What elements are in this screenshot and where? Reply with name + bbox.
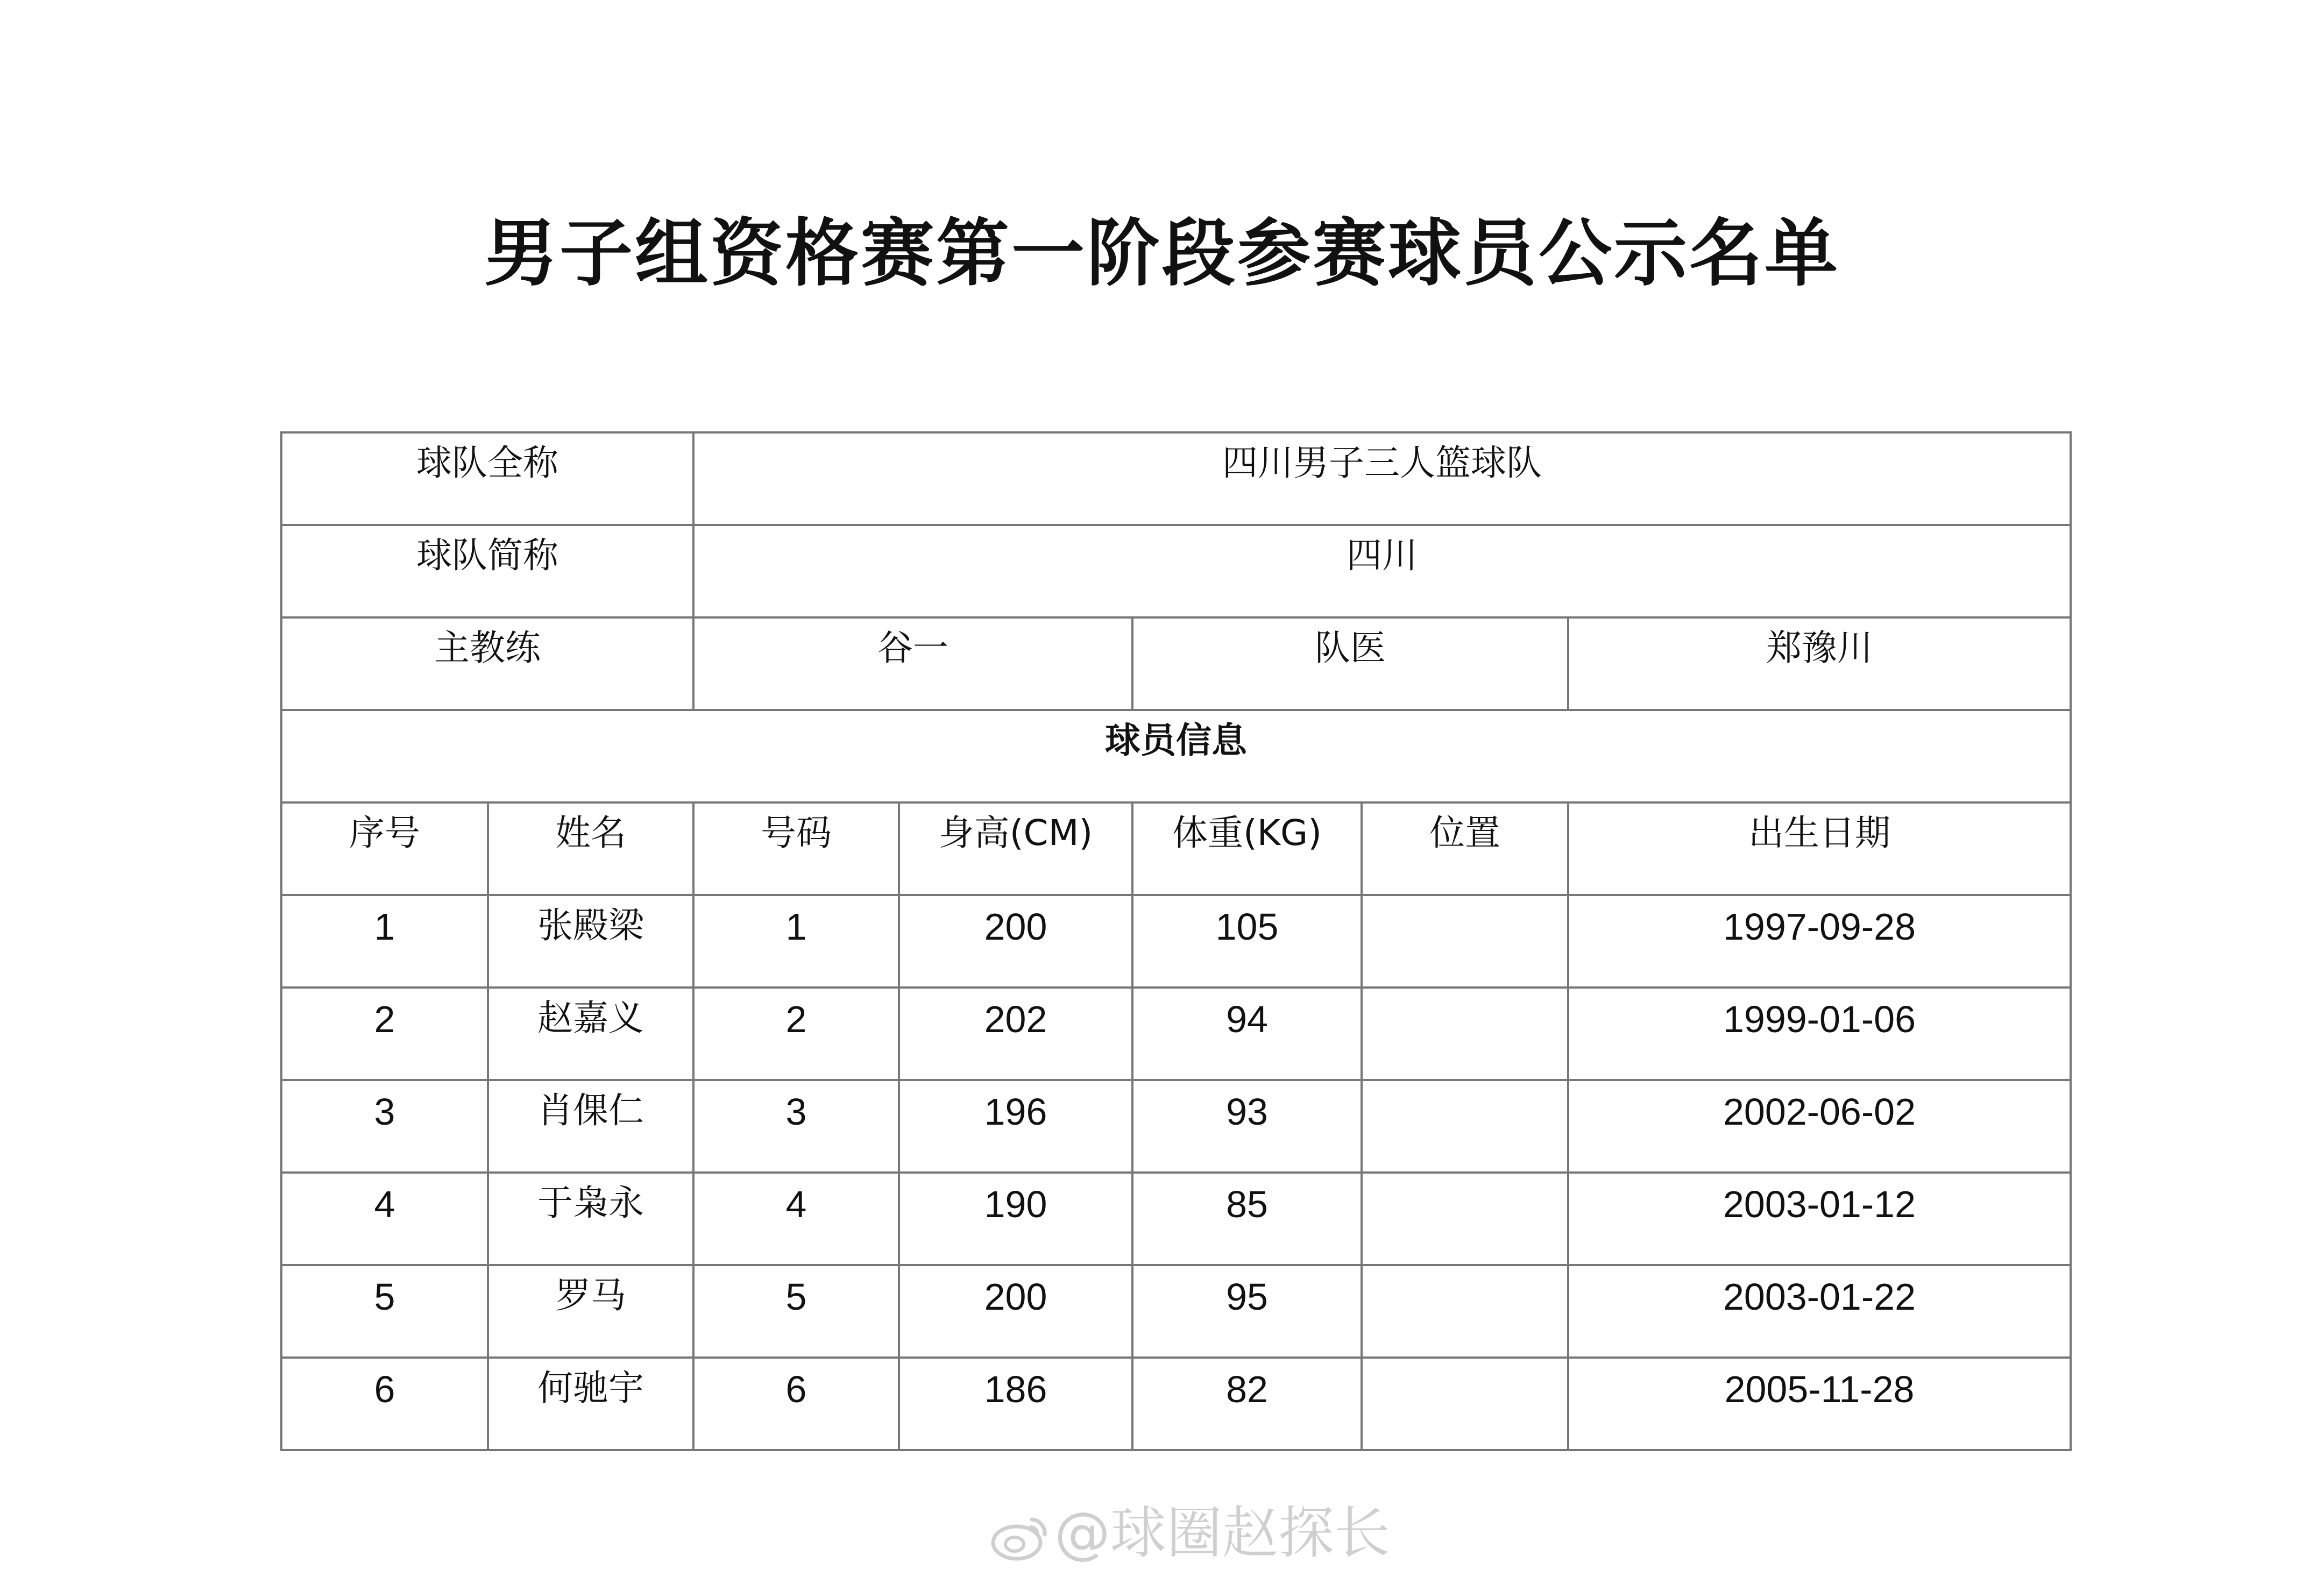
team-full-name-label: 球队全称 (281, 432, 693, 525)
head-coach-value: 谷一 (693, 617, 1132, 710)
player-cell: 赵嘉义 (488, 988, 693, 1080)
player-cell: 罗马 (488, 1265, 693, 1358)
team-short-name-value: 四川 (693, 525, 2071, 617)
player-cell: 186 (899, 1358, 1132, 1450)
player-cell: 2005-11-28 (1568, 1358, 2071, 1450)
player-cell: 82 (1132, 1358, 1362, 1450)
player-cell (1362, 1173, 1568, 1265)
player-cell: 1999-01-06 (1568, 988, 2071, 1080)
player-cell (1362, 1265, 1568, 1358)
player-cell: 3 (693, 1080, 899, 1173)
column-header: 体重(KG) (1132, 802, 1362, 895)
team-short-name-label: 球队简称 (281, 525, 693, 617)
player-row (281, 1080, 2071, 1173)
roster-table (280, 431, 2072, 1451)
player-cell (1362, 1358, 1568, 1450)
column-header: 出生日期 (1568, 802, 2071, 895)
player-row (281, 1358, 2071, 1450)
players-section-title: 球员信息 (281, 710, 2071, 802)
player-cell: 4 (693, 1173, 899, 1265)
watermark (990, 1501, 1390, 1565)
player-cell: 2003-01-12 (1568, 1173, 2071, 1265)
player-cell: 190 (899, 1173, 1132, 1265)
column-header: 位置 (1362, 802, 1568, 895)
player-cell: 2003-01-22 (1568, 1265, 2071, 1358)
team-short-name-row (281, 525, 2071, 617)
player-row (281, 988, 2071, 1080)
player-cell: 85 (1132, 1173, 1362, 1265)
player-cell: 1 (693, 895, 899, 988)
column-header: 序号 (281, 802, 488, 895)
player-cell: 6 (281, 1358, 488, 1450)
weibo-icon (990, 1513, 1049, 1561)
page-title: 男子组资格赛第一阶段参赛球员公示名单 (484, 211, 1840, 296)
player-cell: 93 (1132, 1080, 1362, 1173)
player-cell: 105 (1132, 895, 1362, 988)
team-doctor-label: 队医 (1132, 617, 1568, 710)
watermark-text: @球圈赵探长 (1054, 1500, 1391, 1566)
player-cell: 6 (693, 1358, 899, 1450)
player-cell: 2 (693, 988, 899, 1080)
players-header-row (281, 802, 2071, 895)
player-row (281, 1265, 2071, 1358)
player-cell (1362, 988, 1568, 1080)
player-cell (1362, 1080, 1568, 1173)
player-cell: 何驰宇 (488, 1358, 693, 1450)
player-row (281, 1173, 2071, 1265)
player-cell: 196 (899, 1080, 1132, 1173)
column-header: 身高(CM) (899, 802, 1132, 895)
team-full-name-value: 四川男子三人篮球队 (693, 432, 2071, 525)
player-cell: 4 (281, 1173, 488, 1265)
staff-row (281, 617, 2071, 710)
player-cell: 5 (281, 1265, 488, 1358)
column-header: 姓名 (488, 802, 693, 895)
player-cell: 200 (899, 895, 1132, 988)
team-doctor-value: 郑豫川 (1568, 617, 2071, 710)
players-section-row (281, 710, 2071, 802)
player-cell: 2 (281, 988, 488, 1080)
player-cell: 肖倮仁 (488, 1080, 693, 1173)
player-cell: 202 (899, 988, 1132, 1080)
player-cell: 2002-06-02 (1568, 1080, 2071, 1173)
player-cell (1362, 895, 1568, 988)
player-cell: 于枭永 (488, 1173, 693, 1265)
player-rows (281, 895, 2071, 1450)
player-cell: 1 (281, 895, 488, 988)
player-row (281, 895, 2071, 988)
player-cell: 1997-09-28 (1568, 895, 2071, 988)
team-full-name-row (281, 432, 2071, 525)
player-cell: 95 (1132, 1265, 1362, 1358)
head-coach-label: 主教练 (281, 617, 693, 710)
player-cell: 200 (899, 1265, 1132, 1358)
player-cell: 5 (693, 1265, 899, 1358)
column-header: 号码 (693, 802, 899, 895)
player-cell: 3 (281, 1080, 488, 1173)
player-cell: 94 (1132, 988, 1362, 1080)
player-cell: 张殿梁 (488, 895, 693, 988)
